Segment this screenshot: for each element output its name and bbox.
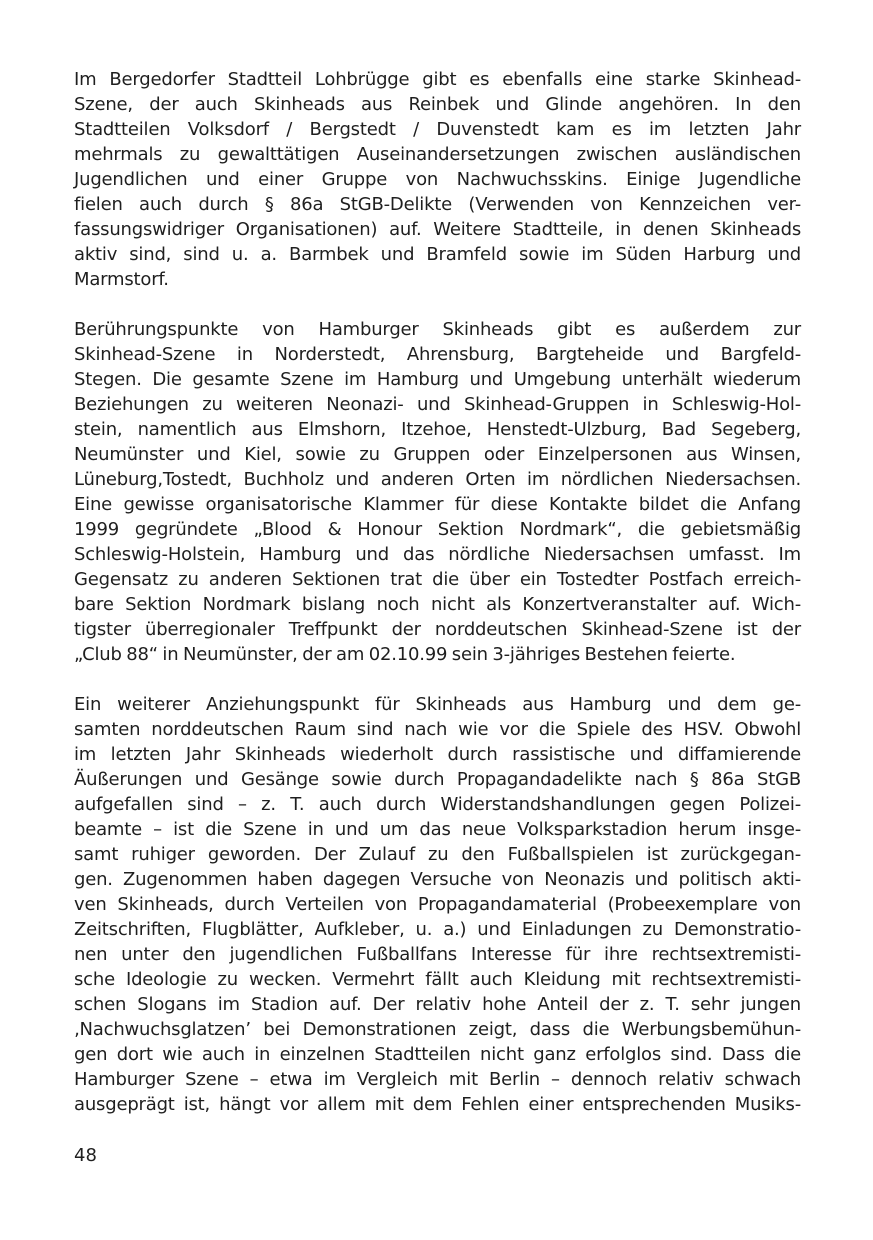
- text-line: gen. Zugenommen haben dagegen Versuche von Neonazis und politisch akti-: [74, 869, 801, 890]
- page-number: 48: [74, 1145, 97, 1166]
- text-line: stein, namentlich aus Elmshorn, Itzehoe, Henstedt-Ulzburg, Bad Segeberg,: [74, 419, 801, 440]
- paragraph-lohbruegge: [74, 67, 801, 292]
- text-line: bare Sektion Nordmark bislang noch nicht als Konzertveranstalter auf. Wich-: [74, 594, 801, 615]
- text-line: aufgefallen sind – z. T. auch durch Widerstandshandlungen gegen Polizei-: [74, 794, 801, 815]
- text-line: Skinhead-Szene in Norderstedt, Ahrensburg, Bargteheide und Bargfeld-: [74, 344, 801, 365]
- text-line: Beziehungen zu weiteren Neonazi- und Skinhead-Gruppen in Schleswig-Hol-: [74, 394, 801, 415]
- paragraph-beruehrungspunkte: [74, 317, 801, 667]
- text-line: Stegen. Die gesamte Szene im Hamburg und Umgebung unterhält wiederum: [74, 369, 801, 390]
- text-line: Gegensatz zu anderen Sektionen trat die über ein Tostedter Postfach erreich-: [74, 569, 801, 590]
- page-body: [74, 67, 801, 1117]
- text-line: Jugendlichen und einer Gruppe von Nachwuchsskins. Einige Jugendliche: [74, 169, 801, 190]
- paragraph-spacer: [74, 667, 801, 692]
- text-line: „Club 88“ in Neumünster, der am 02.10.99 sein 3-jähriges Bestehen feierte.: [74, 644, 736, 665]
- text-line: nen unter den jugendlichen Fußballfans Interesse für ihre rechtsextremisti-: [74, 944, 801, 965]
- text-line: Zeitschriften, Flugblätter, Aufkleber, u. a.) und Einladungen zu Demonstratio-: [74, 919, 801, 940]
- text-line: mehrmals zu gewalttätigen Auseinandersetzungen zwischen ausländischen: [74, 144, 801, 165]
- text-line: fielen auch durch § 86a StGB-Delikte (Verwenden von Kennzeichen ver-: [74, 194, 801, 215]
- text-line: fassungswidriger Organisationen) auf. Weitere Stadtteile, in denen Skinheads: [74, 219, 801, 240]
- text-line: Ein weiterer Anziehungspunkt für Skinheads aus Hamburg und dem ge-: [74, 694, 801, 715]
- text-line: Stadtteilen Volksdorf / Bergstedt / Duvenstedt kam es im letzten Jahr: [74, 119, 801, 140]
- text-line: Berührungspunkte von Hamburger Skinheads gibt es außerdem zur: [74, 319, 801, 340]
- text-line: Lüneburg,Tostedt, Buchholz und anderen Orten im nördlichen Niedersachsen.: [74, 469, 801, 490]
- text-line: aktiv sind, sind u. a. Barmbek und Bramfeld sowie im Süden Harburg und: [74, 244, 801, 265]
- text-line: 1999 gegründete „Blood & Honour Sektion Nordmark“, die gebietsmäßig: [74, 519, 801, 540]
- paragraph-spacer: [74, 292, 801, 317]
- paragraph-hsv: [74, 692, 801, 1117]
- text-line: sche Ideologie zu wecken. Vermehrt fällt auch Kleidung mit rechtsextremisti-: [74, 969, 801, 990]
- text-line: gen dort wie auch in einzelnen Stadtteilen nicht ganz erfolglos sind. Dass die: [74, 1044, 801, 1065]
- text-line: ‚Nachwuchsglatzen’ bei Demonstrationen zeigt, dass die Werbungsbemühun-: [74, 1019, 801, 1040]
- text-line: schen Slogans im Stadion auf. Der relativ hohe Anteil der z. T. sehr jungen: [74, 994, 801, 1015]
- text-line: Hamburger Szene – etwa im Vergleich mit Berlin – dennoch relativ schwach: [74, 1069, 801, 1090]
- text-line: Marmstorf.: [74, 269, 169, 290]
- text-line: beamte – ist die Szene in und um das neue Volksparkstadion herum insge-: [74, 819, 801, 840]
- text-line: tigster überregionaler Treffpunkt der norddeutschen Skinhead-Szene ist der: [74, 619, 801, 640]
- text-line: samt ruhiger geworden. Der Zulauf zu den Fußballspielen ist zurückgegan-: [74, 844, 801, 865]
- text-line: ausgeprägt ist, hängt vor allem mit dem Fehlen einer entsprechenden Musiks-: [74, 1094, 801, 1115]
- text-line: Neumünster und Kiel, sowie zu Gruppen oder Einzelpersonen aus Winsen,: [74, 444, 801, 465]
- text-line: Äußerungen und Gesänge sowie durch Propagandadelikte nach § 86a StGB: [74, 769, 801, 790]
- text-line: ven Skinheads, durch Verteilen von Propagandamaterial (Probeexemplare von: [74, 894, 801, 915]
- text-line: Schleswig-Holstein, Hamburg und das nördliche Niedersachsen umfasst. Im: [74, 544, 801, 565]
- text-line: Szene, der auch Skinheads aus Reinbek und Glinde angehören. In den: [74, 94, 801, 115]
- text-line: Im Bergedorfer Stadtteil Lohbrügge gibt es ebenfalls eine starke Skinhead-: [74, 69, 801, 90]
- text-line: Eine gewisse organisatorische Klammer für diese Kontakte bildet die Anfang: [74, 494, 801, 515]
- text-line: im letzten Jahr Skinheads wiederholt durch rassistische und diffamierende: [74, 744, 801, 765]
- text-line: samten norddeutschen Raum sind nach wie vor die Spiele des HSV. Obwohl: [74, 719, 801, 740]
